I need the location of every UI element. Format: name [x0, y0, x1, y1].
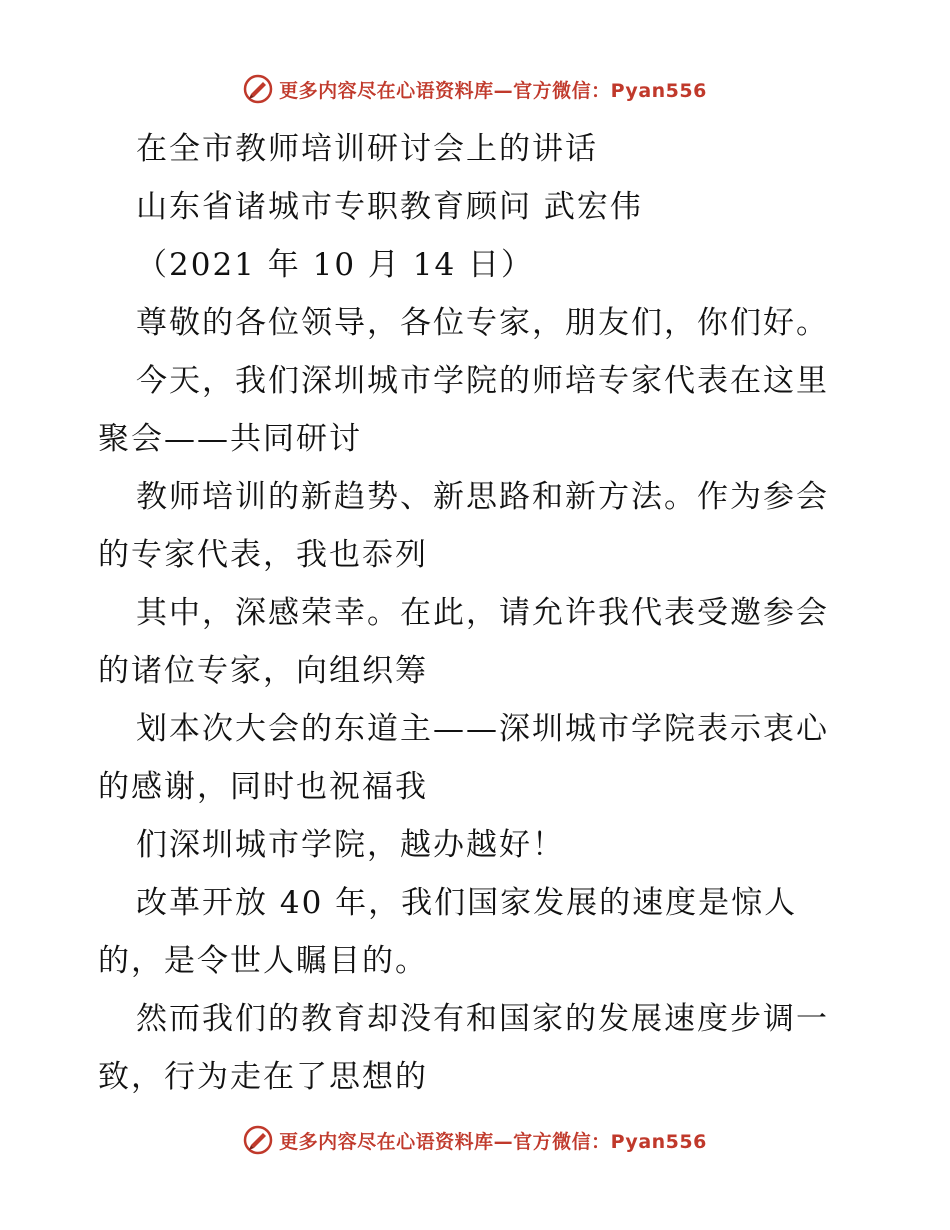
logo-icon	[243, 74, 273, 104]
text-line: 然而我们的教育却没有和国家的发展速度步调一	[136, 1001, 829, 1037]
text-line: 聚会——共同研讨	[98, 421, 362, 457]
text-line: 的，是令世人瞩目的。	[98, 943, 428, 979]
logo-icon	[243, 1125, 273, 1155]
text-line: 在全市教师培训研讨会上的讲话	[136, 131, 598, 167]
header-banner	[0, 72, 950, 106]
text-line: 山东省诸城市专职教育顾问 武宏伟	[136, 189, 643, 225]
footer-banner-text: 更多内容尽在心语资料库—官方微信：Pyan556	[279, 1130, 707, 1153]
text-line: 今天，我们深圳城市学院的师培专家代表在这里	[136, 363, 829, 399]
text-line: 致，行为走在了思想的	[98, 1059, 428, 1095]
text-line: 的感谢，同时也祝福我	[98, 769, 428, 805]
text-line: 们深圳城市学院，越办越好！	[136, 827, 565, 863]
text-line: 的专家代表，我也忝列	[98, 537, 428, 573]
document-body	[98, 120, 858, 1106]
text-line: 划本次大会的东道主——深圳城市学院表示衷心	[136, 711, 829, 747]
text-line: 其中，深感荣幸。在此，请允许我代表受邀参会	[136, 595, 829, 631]
text-line: 改革开放 40 年，我们国家发展的速度是惊人	[136, 885, 798, 921]
text-line: 的诸位专家，向组织筹	[98, 653, 428, 689]
footer-banner	[0, 1123, 950, 1157]
text-line: 教师培训的新趋势、新思路和新方法。作为参会	[136, 479, 829, 515]
text-line: 尊敬的各位领导，各位专家，朋友们，你们好。	[136, 305, 829, 341]
text-line: （2021 年 10 月 14 日）	[136, 247, 535, 283]
header-banner-text: 更多内容尽在心语资料库—官方微信：Pyan556	[279, 79, 707, 102]
